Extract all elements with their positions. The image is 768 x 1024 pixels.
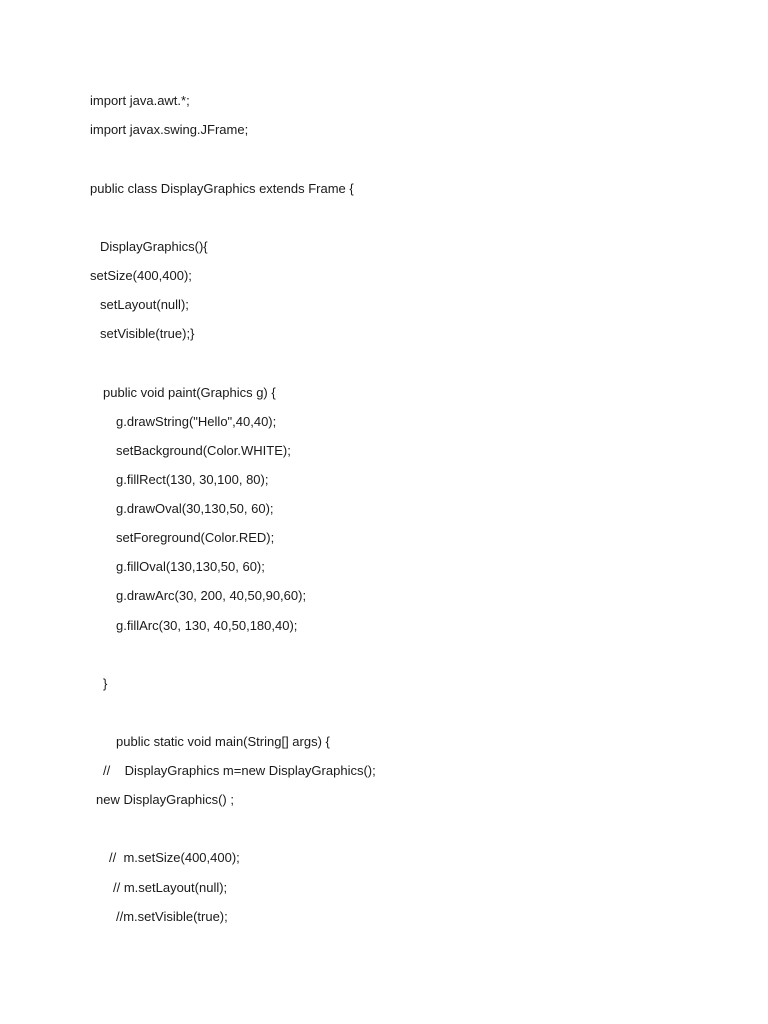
code-line: public static void main(String[] args) { <box>116 734 330 749</box>
code-line: // m.setLayout(null); <box>113 880 228 895</box>
code-line: // m.setSize(400,400); <box>109 850 240 865</box>
code-line: import javax.swing.JFrame; <box>90 122 249 137</box>
code-line: setLayout(null); <box>100 297 189 312</box>
code-line: DisplayGraphics(){ <box>100 239 208 254</box>
code-line: } <box>103 676 108 691</box>
code-line: public void paint(Graphics g) { <box>103 385 276 400</box>
code-line: g.fillOval(130,130,50, 60); <box>116 559 265 574</box>
code-line: import java.awt.*; <box>90 93 190 108</box>
code-line: //m.setVisible(true); <box>116 909 228 924</box>
code-line: new DisplayGraphics() ; <box>96 792 234 807</box>
code-line: // DisplayGraphics m=new DisplayGraphics(); <box>103 763 376 778</box>
code-line: g.drawArc(30, 200, 40,50,90,60); <box>116 588 307 603</box>
code-line: public class DisplayGraphics extends Frame { <box>90 181 354 196</box>
code-line: setForeground(Color.RED); <box>116 530 275 545</box>
code-line: g.drawOval(30,130,50, 60); <box>116 501 274 516</box>
code-line: setBackground(Color.WHITE); <box>116 443 291 458</box>
code-line: g.fillRect(130, 30,100, 80); <box>116 472 269 487</box>
code-line: setSize(400,400); <box>90 268 192 283</box>
code-line: g.fillArc(30, 130, 40,50,180,40); <box>116 618 298 633</box>
code-line: setVisible(true);} <box>100 326 195 341</box>
code-line: g.drawString("Hello",40,40); <box>116 414 277 429</box>
